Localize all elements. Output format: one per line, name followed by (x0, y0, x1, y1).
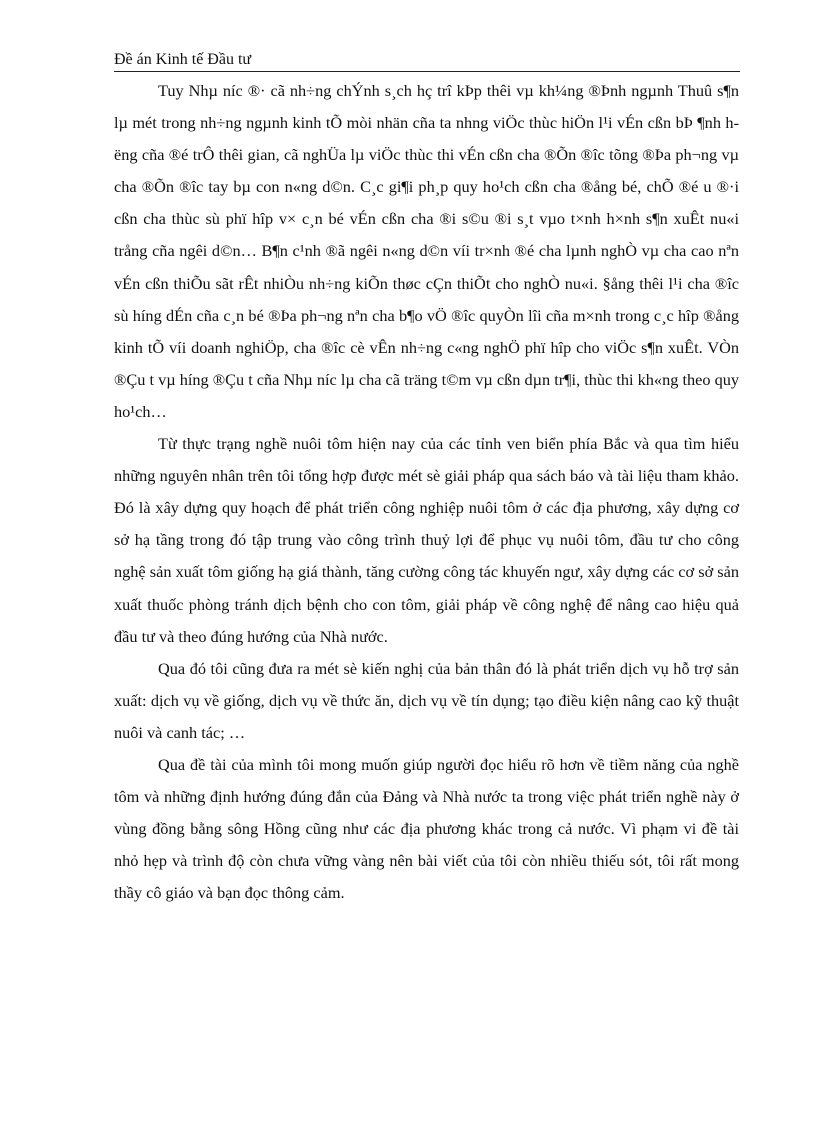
paragraph-legacy-encoding: Tuy Nhµ níc ®· cã nh÷ng chÝnh s¸ch hç trî kÞp thêi vµ kh¼ng ®Þnh ngµnh Thuû s¶n lµ mét trong nh÷ng ngµnh kinh tÕ mòi nhän cña ta nhng viÖc thùc hiÖn l¹i vÉn cßn bÞ ¶nh hëng cña ®é trÔ thêi gian, cã nghÜa lµ viÖc thùc thi vÉn cßn cha ®Õn ®îc tõng ®Þa ph¬ng vµ cha ®Õn ®îc tay bµ con n«ng d©n. C¸c gi¶i ph¸p quy ho¹ch cßn cha ®ång bé, chÕ ®é u ®·i cßn cha thùc sù phï hîp v× c¸n bé vÉn cßn cha ®i s©u ®i s¸t vµo t×nh h×nh s¶n xuÊt nu«i trång cña ngêi d©n… B¶n c¹nh ®ã ngêi n«ng d©n víi tr×nh ®é cha lµnh nghÒ vµ cha cao nªn vÉn cßn thiÕu sãt rÊt nhiÒu nh÷ng kiÕn thøc cÇn thiÕt cho nghÒ nu«i. §ång thêi l¹i cha ®îc sù híng dÉn cña c¸n bé ®Þa ph¬ng nªn cha b¶o vÖ ®îc quyÒn lîi cña m×nh trong c¸c hîp ®ång kinh tÕ víi doanh nghiÖp, cha ®îc cè vÊn nh÷ng c«ng nghÖ phï hîp cho viÖc s¶n xuÊt. VÒn ®Çu t vµ híng ®Çu t cña Nhµ níc lµ cha cã träng t©m vµ cßn dµn tr¶i, thùc thi kh«ng theo quy ho¹ch… (114, 81, 739, 421)
paragraph-solutions: Từ thực trạng nghề nuôi tôm hiện nay của các tỉnh ven biển phía Bắc và qua tìm hiểu những nguyên nhân trên tôi tổng hợp được mét sè giải pháp qua sách báo và tài liệu tham khảo. Đó là xây dựng quy hoạch để phát triển công nghiệp nuôi tôm ở các địa phương, xây dựng cơ sở hạ tầng trong đó tập trung vào công trình thuỷ lợi để phục vụ nuôi tôm, đầu tư cho công nghệ sản xuất tôm giống hạ giá thành, tăng cường công tác khuyến ngư, xây dựng các cơ sở sản xuất thuốc phòng tránh dịch bệnh cho con tôm, giải pháp về công nghệ để nâng cao hiệu quả đầu tư và theo đúng hướng của Nhà nước. (114, 434, 739, 646)
paragraph-conclusion: Qua đề tài của mình tôi mong muốn giúp người đọc hiểu rõ hơn về tiềm năng của nghề tôm và những định hướng đúng đắn của Đảng và Nhà nước ta trong việc phát triển nghề này ở vùng đồng bằng sông Hồng cũng như các địa phương khác trong cả nước. Vì phạm vi đề tài nhỏ hẹp và trình độ còn chưa vững vàng nên bài viết của tôi còn nhiều thiếu sót, tôi rất mong thầy cô giáo và bạn đọc thông cảm. (114, 754, 739, 903)
page-header: Đề án Kinh tế Đầu tư (114, 50, 740, 72)
paragraph-recommendations: Qua đó tôi cũng đưa ra mét sè kiến nghị của bản thân đó là phát triển dịch vụ hỗ trợ sản xuất: dịch vụ về giống, dịch vụ về thức ăn, dịch vụ về tín dụng; tạo điều kiện nâng cao kỹ thuật nuôi và canh tác; … (114, 658, 739, 742)
document-body (114, 75, 739, 909)
